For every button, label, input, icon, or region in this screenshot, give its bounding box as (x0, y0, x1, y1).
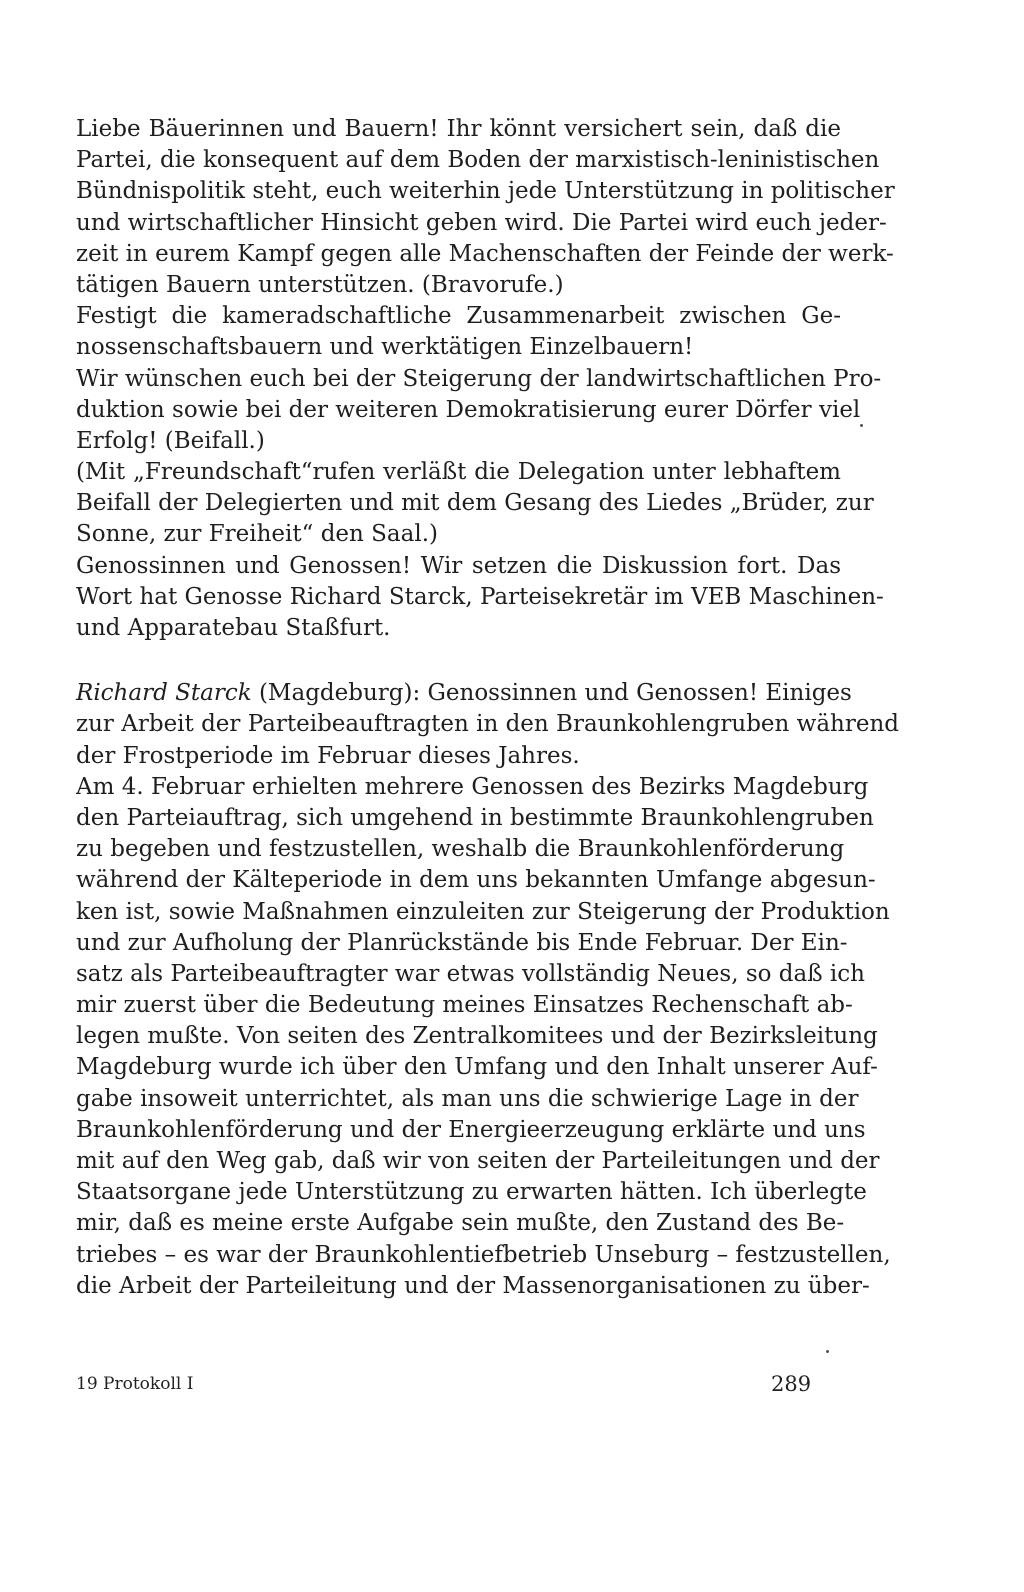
print-speck (826, 1350, 829, 1353)
text-line: Liebe Bäuerinnen und Bauern! Ihr könnt versichert sein, daß die (76, 116, 841, 142)
text-line: den Parteiauftrag, sich umgehend in bestimmte Braunkohlengruben (76, 804, 874, 831)
text-line: Partei, die konsequent auf dem Boden der marxistisch-leninistischen (76, 147, 880, 174)
text-line: Am 4. Februar erhielten mehrere Genossen des Bezirks Magdeburg (76, 773, 869, 800)
paragraph (76, 364, 882, 458)
text-line: mit auf den Weg gab, daß wir von seiten der Parteileitungen und der (76, 1148, 880, 1174)
paragraph (76, 301, 841, 363)
print-speck (860, 424, 863, 427)
text-line: zu begeben und festzustellen, weshalb die Braunkohlenförderung (76, 836, 845, 863)
text-line: und Apparatebau Staßfurt. (76, 615, 391, 641)
text-line: die Arbeit der Parteileitung und der Massenorganisationen zu über- (76, 1272, 870, 1299)
text-line: Magdeburg wurde ich über den Umfang und den Inhalt unserer Auf- (76, 1054, 878, 1081)
text-line: der Frostperiode im Februar dieses Jahres. (76, 742, 580, 769)
text-line: mir zuerst über die Bedeutung meines Einsatzes Rechenschaft ab- (76, 992, 853, 1019)
text-line (76, 678, 852, 709)
paragraph (76, 457, 874, 551)
text-line: legen mußte. Von seiten des Zentralkomitees und der Bezirksleitung (76, 1023, 878, 1050)
text-line: Sonne, zur Freiheit“ den Saal.) (76, 521, 438, 548)
text-line: satz als Parteibeauftragter war etwas vollständig Neues, so daß ich (76, 960, 865, 987)
text-line: (Mit „Freundschaft“rufen verläßt die Delegation unter lebhaftem (76, 459, 841, 486)
text-line: nossenschaftsbauern und werktätigen Einzelbauern! (76, 334, 694, 361)
speech-paragraph (76, 678, 900, 772)
text-line: Festigt die kameradschaftliche Zusammenarbeit zwischen Ge- (76, 303, 841, 330)
text-line: Staatsorgane jede Unterstützung zu erwarten hätten. Ich überlegte (76, 1179, 867, 1206)
text-line: triebes – es war der Braunkohlentiefbetrieb Unseburg – festzustellen, (76, 1241, 891, 1268)
text-line: Wir wünschen euch bei der Steigerung der landwirtschaftlichen Pro- (76, 365, 882, 392)
text-line: tätigen Bauern unterstützen. (Bravorufe.) (76, 271, 564, 298)
paragraph (76, 551, 884, 645)
text-line: Bündnispolitik steht, euch weiterhin jede Unterstützung in politischer (76, 178, 895, 205)
text-line: mir, daß es meine erste Aufgabe sein mußte, den Zustand des Be- (76, 1210, 845, 1237)
text-line: zur Arbeit der Parteibeauftragten in den Braunkohlengruben während (76, 711, 900, 738)
text-line: Wort hat Genosse Richard Starck, Parteisekretär im VEB Maschinen- (76, 583, 884, 610)
page-number: 289 (771, 1372, 812, 1396)
text-line: während der Kälteperiode in dem uns bekannten Umfange abgesun- (76, 867, 876, 894)
text-line: gabe insoweit unterrichtet, als man uns die schwierige Lage in der (76, 1085, 859, 1112)
section-gap (76, 644, 841, 678)
text-line: Beifall der Delegierten und mit dem Gesang des Liedes „Brüder, zur (76, 490, 874, 517)
text-line: und zur Aufholung der Planrückstände bis Ende Februar. Der Ein- (76, 929, 848, 956)
body-text (76, 114, 900, 1302)
text-line: Braunkohlenförderung und der Energieerzeugung erklärte und uns (76, 1116, 866, 1143)
text-line: Erfolg! (Beifall.) (76, 427, 265, 454)
paragraph (76, 114, 895, 301)
printer-signature: 19 Protokoll I (76, 1374, 194, 1394)
speech-paragraph (76, 772, 891, 1302)
speech-intro: (Magdeburg): Genossinnen und Genossen! Einiges (251, 680, 852, 707)
speaker-name: Richard Starck (76, 680, 252, 707)
text-line: zeit in eurem Kampf gegen alle Machenschaften der Feinde der werk- (76, 240, 894, 267)
text-line: duktion sowie bei der weiteren Demokratisierung eurer Dörfer viel (76, 396, 861, 423)
text-line: und wirtschaftlicher Hinsicht geben wird. Die Partei wird euch jeder- (76, 209, 887, 236)
text-line: ken ist, sowie Maßnahmen einzuleiten zur Steigerung der Produktion (76, 898, 890, 925)
text-line: Genossinnen und Genossen! Wir setzen die Diskussion fort. Das (76, 552, 841, 579)
